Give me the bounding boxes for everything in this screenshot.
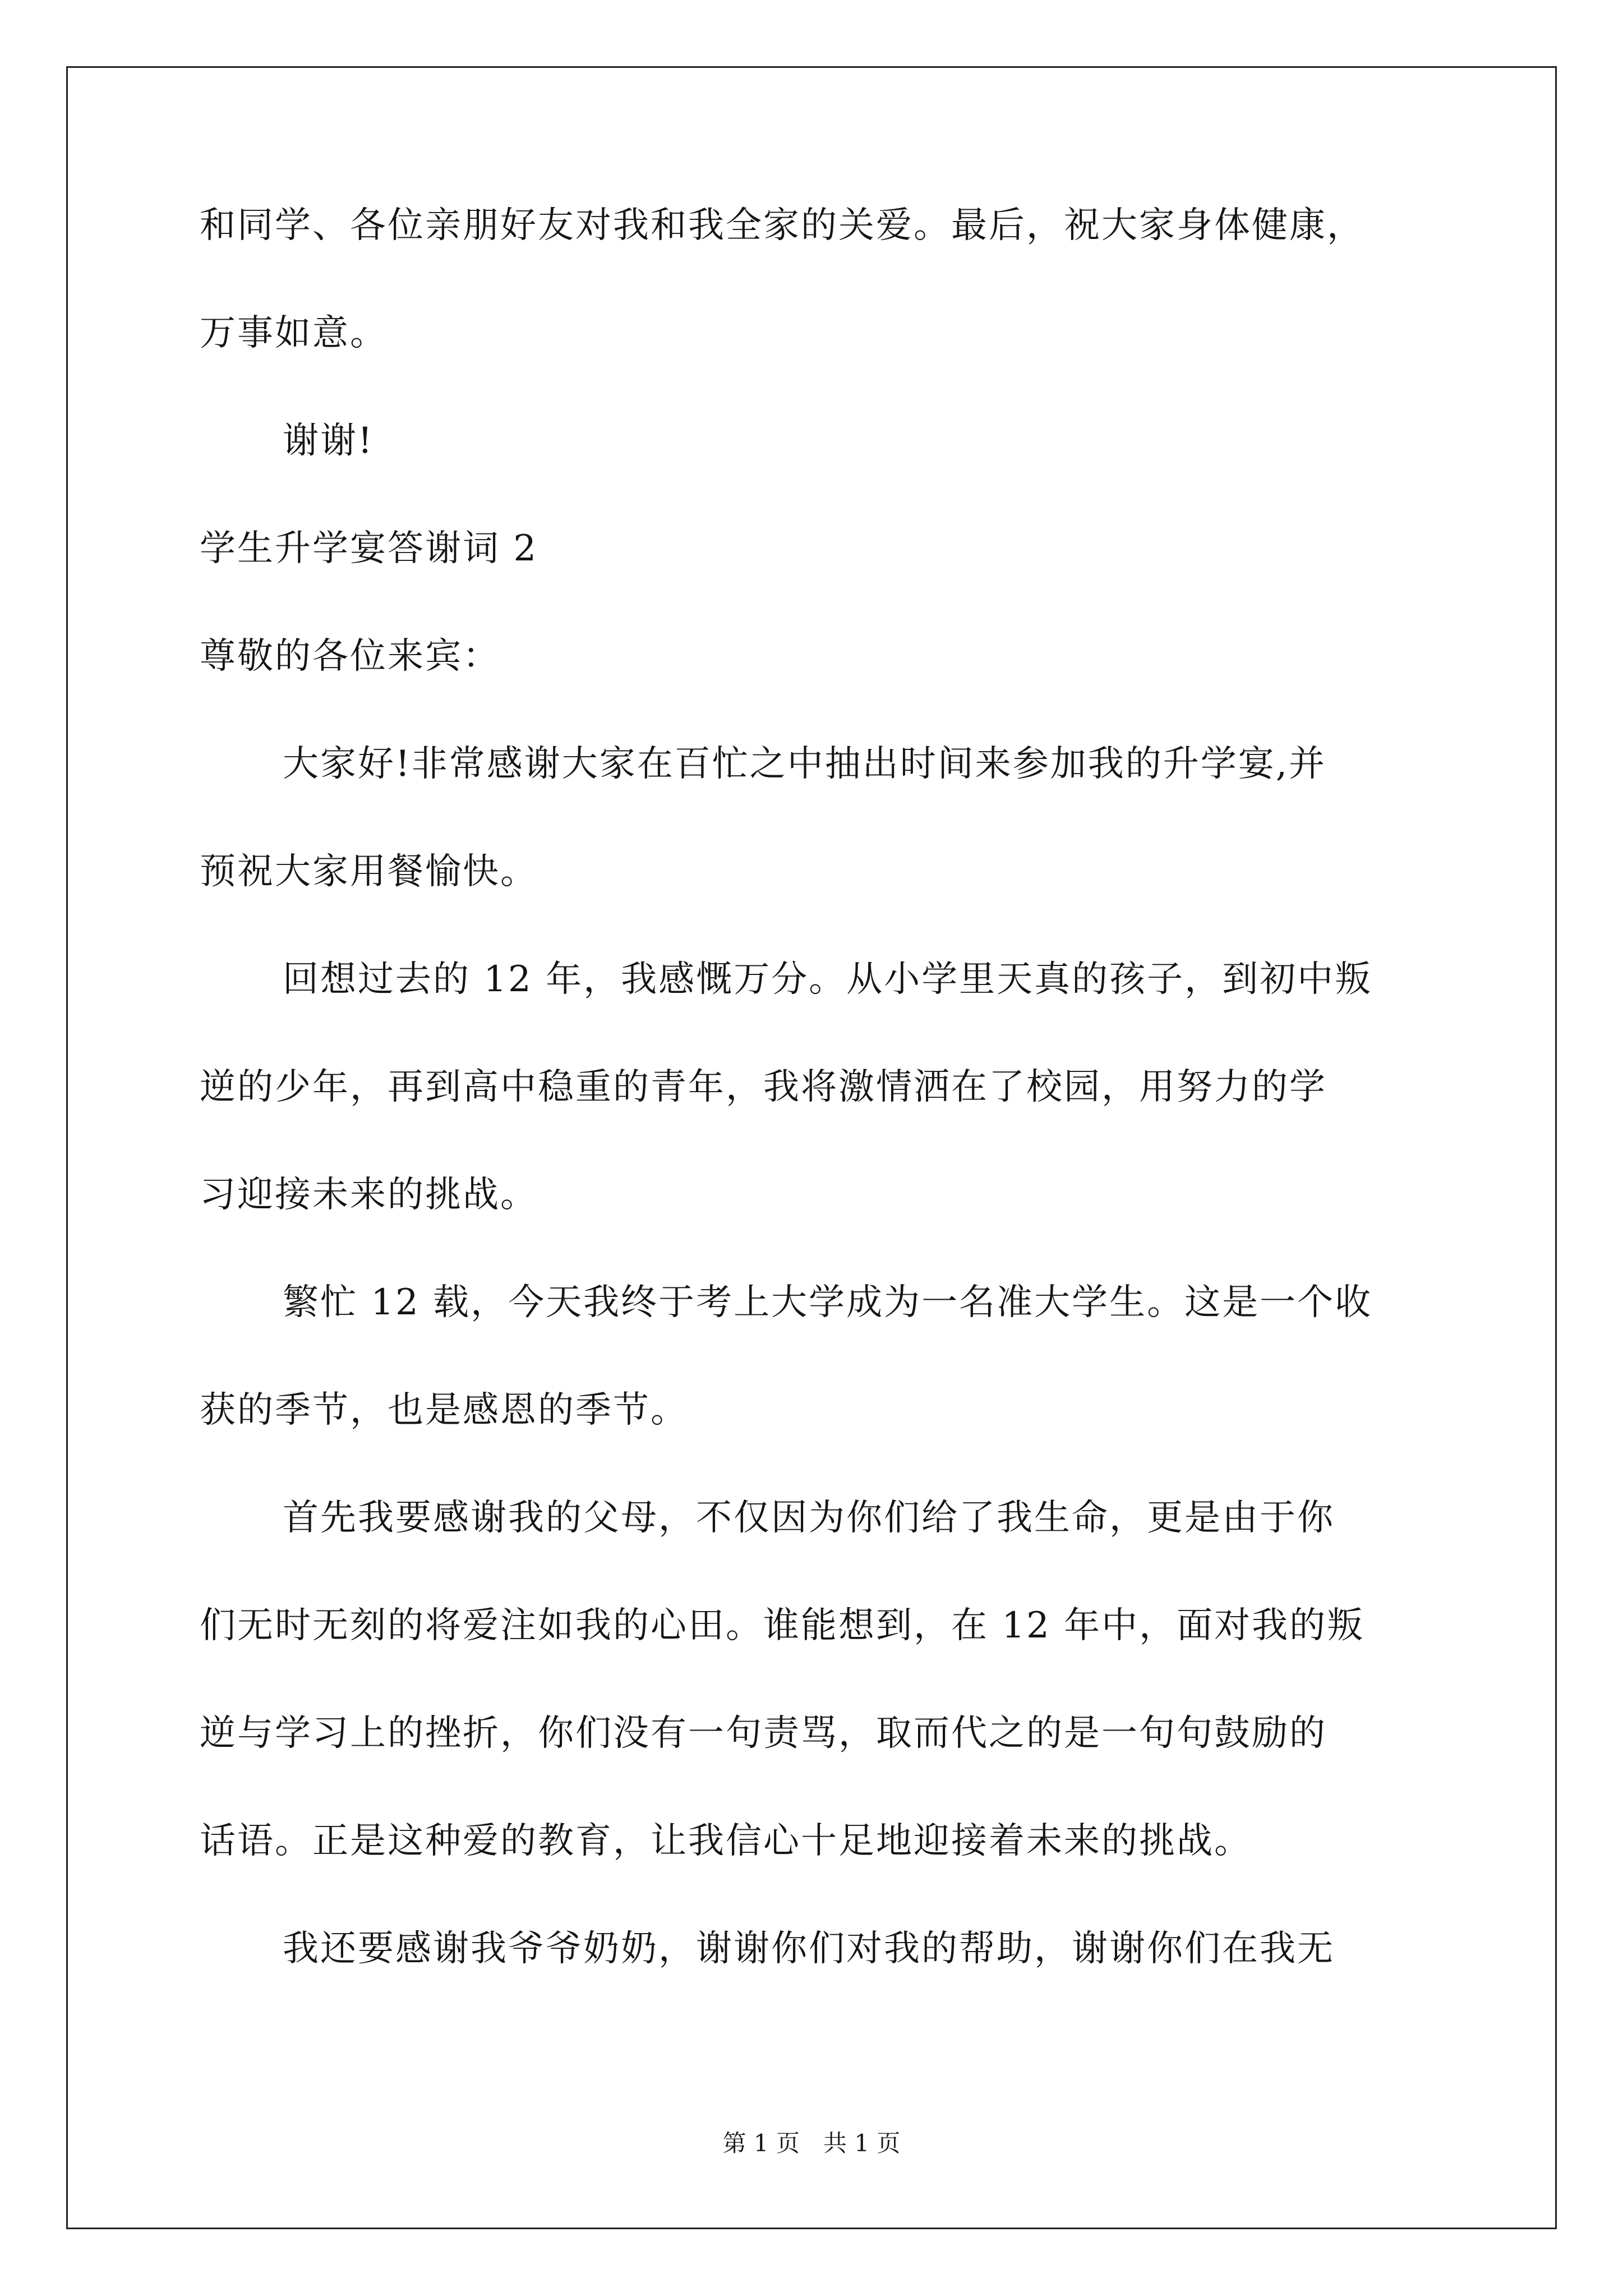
text-line: 话语。正是这种爱的教育，让我信心十足地迎接着未来的挑战。 (200, 1820, 1252, 1862)
text-line: 尊敬的各位来宾： (200, 636, 500, 677)
text-line: 们无时无刻的将爱注如我的心田。谁能想到，在 12 年中，面对我的叛 (200, 1605, 1365, 1646)
text-line: 首先我要感谢我的父母，不仅因为你们给了我生命，更是由于你 (283, 1497, 1335, 1539)
text-line: 习迎接未来的挑战。 (200, 1174, 538, 1216)
text-line: 学生升学宴答谢词 2 (200, 528, 538, 569)
text-line: 获的季节，也是感恩的季节。 (200, 1389, 688, 1431)
text-line: 逆与学习上的挫折，你们没有一句责骂，取而代之的是一句句鼓励的 (200, 1713, 1327, 1754)
text-line: 繁忙 12 载，今天我终于考上大学成为一名准大学生。这是一个收 (283, 1282, 1373, 1323)
text-line: 回想过去的 12 年，我感慨万分。从小学里天真的孩子，到初中叛 (283, 959, 1373, 1000)
text-line: 逆的少年，再到高中稳重的青年，我将激情洒在了校园，用努力的学 (200, 1066, 1327, 1108)
text-line: 大家好!非常感谢大家在百忙之中抽出时间来参加我的升学宴,并 (283, 743, 1327, 785)
text-line: 谢谢! (283, 420, 374, 462)
text-line: 万事如意。 (200, 312, 388, 354)
text-line: 预祝大家用餐愉快。 (200, 851, 538, 892)
text-line: 和同学、各位亲朋好友对我和我全家的关爱。最后，祝大家身体健康， (200, 205, 1364, 246)
text-line: 我还要感谢我爷爷奶奶，谢谢你们对我的帮助，谢谢你们在我无 (283, 1928, 1335, 1970)
document-body (200, 205, 1461, 2039)
page-footer: 第 1 页 共 1 页 (722, 2129, 901, 2157)
